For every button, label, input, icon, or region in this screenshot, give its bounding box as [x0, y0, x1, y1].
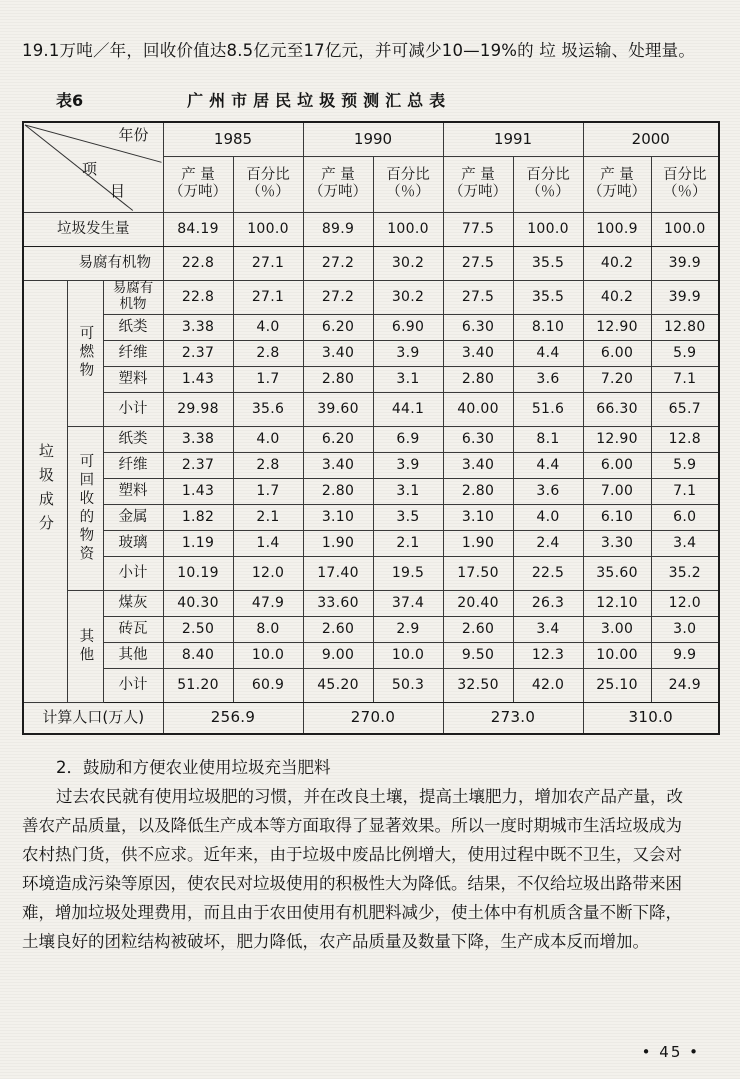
table-row-g2-plastic — [23, 478, 719, 504]
cell: 7.00 — [583, 478, 651, 504]
cell: 3.9 — [373, 340, 443, 366]
row-label: 塑料 — [103, 478, 163, 504]
cell: 6.20 — [303, 314, 373, 340]
row-label: 纤维 — [103, 340, 163, 366]
cell: 17.50 — [443, 556, 513, 590]
cell: 8.0 — [233, 616, 303, 642]
subheader-name: 百分比 — [386, 167, 430, 184]
row-label: 纸类 — [103, 314, 163, 340]
cell: 27.2 — [303, 280, 373, 314]
cell: 2.80 — [443, 366, 513, 392]
cell: 22.8 — [163, 246, 233, 280]
cell: 10.0 — [373, 642, 443, 668]
cell: 7.1 — [651, 478, 719, 504]
subheader-name: 产 量 — [321, 167, 355, 184]
cell: 3.6 — [513, 478, 583, 504]
cell: 45.20 — [303, 668, 373, 702]
cell: 3.4 — [513, 616, 583, 642]
cell: 22.8 — [163, 280, 233, 314]
row-label: 纤维 — [103, 452, 163, 478]
body-text — [22, 753, 718, 956]
year-header-2000: 2000 — [583, 122, 719, 156]
cell: 37.4 — [373, 590, 443, 616]
row-label: 煤灰 — [103, 590, 163, 616]
cell: 100.9 — [583, 212, 651, 246]
subheader-output-1985 — [163, 156, 233, 212]
cell: 40.2 — [583, 280, 651, 314]
cell: 3.10 — [443, 504, 513, 530]
subheader-output-2000 — [583, 156, 651, 212]
subheader-percent-1991 — [513, 156, 583, 212]
cell: 12.90 — [583, 426, 651, 452]
body-line-5: 难，增加垃圾处理费用，而且由于农田使用有机肥料减少，使土体中有机质含量不断下降， — [22, 903, 682, 922]
row-label-subtotal: 小计 — [103, 392, 163, 426]
cell: 27.5 — [443, 280, 513, 314]
cell: 3.40 — [443, 452, 513, 478]
cell: 3.38 — [163, 426, 233, 452]
cell: 12.10 — [583, 590, 651, 616]
table-header-years — [23, 122, 719, 156]
cell: 2.1 — [373, 530, 443, 556]
cell: 32.50 — [443, 668, 513, 702]
cell: 12.0 — [233, 556, 303, 590]
cell: 89.9 — [303, 212, 373, 246]
cell: 2.37 — [163, 452, 233, 478]
cell: 27.5 — [443, 246, 513, 280]
cell: 273.0 — [443, 702, 583, 734]
cell: 3.4 — [651, 530, 719, 556]
cell: 12.90 — [583, 314, 651, 340]
subheader-name: 产 量 — [600, 167, 634, 184]
cell: 6.10 — [583, 504, 651, 530]
row-label: 纸类 — [103, 426, 163, 452]
cell: 2.9 — [373, 616, 443, 642]
subheader-name: 百分比 — [663, 167, 707, 184]
cell: 47.9 — [233, 590, 303, 616]
corner-diagonal-cell — [23, 122, 163, 212]
cell: 6.30 — [443, 314, 513, 340]
body-heading: 2．鼓励和方便农业使用垃圾充当肥料 — [56, 758, 331, 777]
group-label-other: 其他 — [67, 590, 103, 702]
cell: 1.19 — [163, 530, 233, 556]
cell: 3.0 — [651, 616, 719, 642]
row-label-population: 计算人口(万人) — [23, 702, 163, 734]
table-row-g2-fiber — [23, 452, 719, 478]
cell: 6.90 — [373, 314, 443, 340]
table-row-organic-top — [23, 246, 719, 280]
cell: 35.5 — [513, 246, 583, 280]
cell: 12.3 — [513, 642, 583, 668]
waste-forecast-table — [22, 121, 720, 735]
cell: 2.37 — [163, 340, 233, 366]
cell: 9.50 — [443, 642, 513, 668]
subheader-percent-2000 — [651, 156, 719, 212]
cell: 35.60 — [583, 556, 651, 590]
corner-item-label-2: 目 — [110, 182, 126, 200]
subheader-output-1991 — [443, 156, 513, 212]
table-number-label: 表6 — [56, 91, 84, 110]
cell: 4.0 — [233, 426, 303, 452]
subheader-output-1990 — [303, 156, 373, 212]
cell: 10.00 — [583, 642, 651, 668]
year-header-1991: 1991 — [443, 122, 583, 156]
cell: 1.82 — [163, 504, 233, 530]
cell: 44.1 — [373, 392, 443, 426]
page-number: • 45 • — [641, 1043, 700, 1061]
cell: 100.0 — [651, 212, 719, 246]
cell: 3.40 — [303, 452, 373, 478]
cell: 6.9 — [373, 426, 443, 452]
cell: 2.60 — [303, 616, 373, 642]
cell: 3.9 — [373, 452, 443, 478]
cell: 3.5 — [373, 504, 443, 530]
subheader-name: 百分比 — [246, 167, 290, 184]
cell: 27.2 — [303, 246, 373, 280]
subheader-percent-1985 — [233, 156, 303, 212]
body-line-6: 土壤良好的团粒结构被破坏，肥力降低，农产品质量及数量下降，生产成本反而增加。 — [22, 932, 649, 951]
row-label: 砖瓦 — [103, 616, 163, 642]
cell: 27.1 — [233, 246, 303, 280]
cell: 6.20 — [303, 426, 373, 452]
table-row-g1-paper — [23, 314, 719, 340]
table-row-g3-coalash — [23, 590, 719, 616]
cell: 27.1 — [233, 280, 303, 314]
cell: 3.6 — [513, 366, 583, 392]
corner-item-label-1: 项 — [82, 160, 98, 178]
row-label: 金属 — [103, 504, 163, 530]
cell: 35.2 — [651, 556, 719, 590]
row-label: 玻璃 — [103, 530, 163, 556]
cell: 6.30 — [443, 426, 513, 452]
group-label-recyclable: 可回收的物资 — [67, 426, 103, 590]
cell: 40.00 — [443, 392, 513, 426]
cell: 12.80 — [651, 314, 719, 340]
cell: 84.19 — [163, 212, 233, 246]
cell: 51.20 — [163, 668, 233, 702]
cell: 24.9 — [651, 668, 719, 702]
cell: 1.43 — [163, 366, 233, 392]
row-label-subtotal: 小计 — [103, 668, 163, 702]
table-row-g2-glass — [23, 530, 719, 556]
cell: 100.0 — [513, 212, 583, 246]
cell: 2.80 — [303, 366, 373, 392]
cell: 39.9 — [651, 246, 719, 280]
cell: 12.8 — [651, 426, 719, 452]
subheader-unit: （％） — [246, 184, 290, 200]
cell: 8.40 — [163, 642, 233, 668]
table-caption — [22, 88, 718, 111]
cell: 100.0 — [233, 212, 303, 246]
cell: 9.00 — [303, 642, 373, 668]
cell: 7.20 — [583, 366, 651, 392]
cell: 66.30 — [583, 392, 651, 426]
row-label-subtotal: 小计 — [103, 556, 163, 590]
cell: 7.1 — [651, 366, 719, 392]
table-row-total-generation — [23, 212, 719, 246]
cell: 10.0 — [233, 642, 303, 668]
table-row-g2-paper — [23, 426, 719, 452]
cell: 310.0 — [583, 702, 719, 734]
cell: 65.7 — [651, 392, 719, 426]
row-label: 塑料 — [103, 366, 163, 392]
cell: 3.40 — [303, 340, 373, 366]
cell: 4.0 — [513, 504, 583, 530]
cell: 3.00 — [583, 616, 651, 642]
cell: 2.60 — [443, 616, 513, 642]
table-row-g3-other — [23, 642, 719, 668]
cell: 9.9 — [651, 642, 719, 668]
body-line-1: 过去农民就有使用垃圾肥的习惯，并在改良土壤，提高土壤肥力，增加农产品产量，改 — [56, 787, 683, 806]
table-title: 广州市居民垃圾预测汇总表 — [187, 91, 452, 110]
cell: 4.0 — [233, 314, 303, 340]
table-row-g2-subtotal — [23, 556, 719, 590]
subheader-name: 产 量 — [461, 167, 495, 184]
subheader-unit: （％） — [663, 184, 707, 200]
cell: 256.9 — [163, 702, 303, 734]
subheader-unit: （万吨） — [588, 184, 646, 200]
group-label-combustible: 可燃物 — [67, 280, 103, 426]
cell: 39.60 — [303, 392, 373, 426]
cell: 2.80 — [443, 478, 513, 504]
table-row-g1-organic — [23, 280, 719, 314]
cell: 3.1 — [373, 366, 443, 392]
cell: 3.30 — [583, 530, 651, 556]
cell: 6.00 — [583, 452, 651, 478]
table-row-population — [23, 702, 719, 734]
cell: 30.2 — [373, 280, 443, 314]
body-line-2: 善农产品质量，以及降低生产成本等方面取得了显著效果。所以一度时期城市生活垃圾成为 — [22, 816, 682, 835]
subheader-unit: （％） — [526, 184, 570, 200]
cell: 1.90 — [303, 530, 373, 556]
cell: 12.0 — [651, 590, 719, 616]
table-row-g3-brick — [23, 616, 719, 642]
cell: 4.4 — [513, 452, 583, 478]
cell: 35.6 — [233, 392, 303, 426]
row-label-organic: 易腐有机物 — [67, 246, 163, 280]
cell: 22.5 — [513, 556, 583, 590]
cell: 42.0 — [513, 668, 583, 702]
cell: 30.2 — [373, 246, 443, 280]
cell: 40.30 — [163, 590, 233, 616]
cell: 270.0 — [303, 702, 443, 734]
subheader-unit: （万吨） — [309, 184, 367, 200]
cell: 26.3 — [513, 590, 583, 616]
body-line-3: 农村热门货，供不应求。近年来，由于垃圾中废品比例增大，使用过程中既不卫生，又会对 — [22, 845, 682, 864]
cell: 29.98 — [163, 392, 233, 426]
cell: 17.40 — [303, 556, 373, 590]
year-header-1990: 1990 — [303, 122, 443, 156]
cell: 2.8 — [233, 340, 303, 366]
cell: 8.10 — [513, 314, 583, 340]
cell: 5.9 — [651, 340, 719, 366]
cell: 6.0 — [651, 504, 719, 530]
table-row-g1-subtotal — [23, 392, 719, 426]
subheader-name: 百分比 — [526, 167, 570, 184]
cell: 3.40 — [443, 340, 513, 366]
cell: 2.50 — [163, 616, 233, 642]
cell: 2.4 — [513, 530, 583, 556]
corner-year-label: 年份 — [118, 126, 149, 144]
body-line-4: 环境造成污染等原因，使农民对垃圾使用的积极性大为降低。结果，不仅给垃圾出路带来困 — [22, 874, 682, 893]
cell: 40.2 — [583, 246, 651, 280]
composition-vertical-label: 垃圾成分 — [23, 280, 67, 702]
table-row-g1-plastic — [23, 366, 719, 392]
cell: 5.9 — [651, 452, 719, 478]
cell: 8.1 — [513, 426, 583, 452]
cell: 19.5 — [373, 556, 443, 590]
cell: 2.80 — [303, 478, 373, 504]
subheader-percent-1990 — [373, 156, 443, 212]
cell: 50.3 — [373, 668, 443, 702]
cell: 1.4 — [233, 530, 303, 556]
cell: 10.19 — [163, 556, 233, 590]
cell: 1.7 — [233, 478, 303, 504]
subheader-unit: （万吨） — [169, 184, 227, 200]
table-row-g2-metal — [23, 504, 719, 530]
cell: 51.6 — [513, 392, 583, 426]
cell: 3.38 — [163, 314, 233, 340]
subheader-name: 产 量 — [181, 167, 215, 184]
cell: 4.4 — [513, 340, 583, 366]
cell: 39.9 — [651, 280, 719, 314]
cell: 2.8 — [233, 452, 303, 478]
row-label-total-generation: 垃圾发生量 — [23, 212, 163, 246]
table-row-g3-subtotal — [23, 668, 719, 702]
cell: 3.10 — [303, 504, 373, 530]
cell: 100.0 — [373, 212, 443, 246]
cell: 35.5 — [513, 280, 583, 314]
cell: 1.43 — [163, 478, 233, 504]
row-label: 易腐有 机物 — [103, 280, 163, 314]
subheader-unit: （万吨） — [449, 184, 507, 200]
cell: 20.40 — [443, 590, 513, 616]
cell: 3.1 — [373, 478, 443, 504]
cell: 33.60 — [303, 590, 373, 616]
table-row-g1-fiber — [23, 340, 719, 366]
year-header-1985: 1985 — [163, 122, 303, 156]
cell: 77.5 — [443, 212, 513, 246]
row-label: 其他 — [103, 642, 163, 668]
subheader-unit: （％） — [386, 184, 430, 200]
cell: 25.10 — [583, 668, 651, 702]
cell: 1.7 — [233, 366, 303, 392]
cell: 2.1 — [233, 504, 303, 530]
lead-paragraph: 19.1万吨／年，回收价值达8.5亿元至17亿元，并可减少10—19%的 垃 圾运输、处理量。 — [22, 41, 696, 60]
cell: 6.00 — [583, 340, 651, 366]
cell: 1.90 — [443, 530, 513, 556]
cell: 60.9 — [233, 668, 303, 702]
